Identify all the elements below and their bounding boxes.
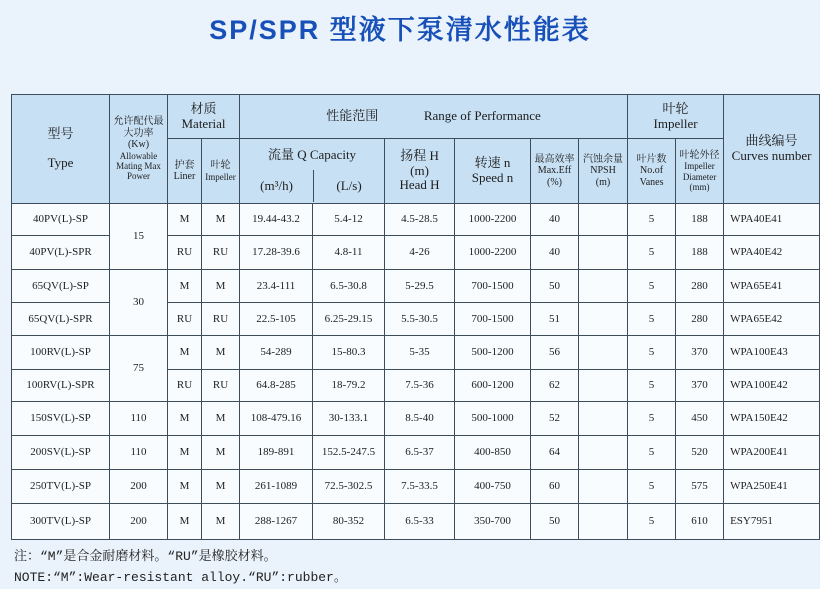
- head-header: 扬程 H (m) Head H: [385, 139, 455, 204]
- cell-liner: M: [168, 470, 202, 504]
- cell-diameter: 610: [676, 504, 724, 540]
- cell-speed: 1000-2200: [455, 204, 531, 236]
- cell-head: 5.5-30.5: [385, 303, 455, 336]
- cell-npsh: [579, 236, 628, 270]
- cell-diameter: 370: [676, 336, 724, 370]
- cell-impeller-material: M: [202, 204, 240, 236]
- cell-type: 200SV(L)-SP: [12, 436, 110, 470]
- cell-speed: 350-700: [455, 504, 531, 540]
- impeller-header: 叶轮 Impeller: [628, 95, 724, 139]
- cell-eff: 51: [531, 303, 579, 336]
- cell-vanes: 5: [628, 204, 676, 236]
- cell-curve: WPA40E41: [724, 204, 820, 236]
- cell-curve: WPA200E41: [724, 436, 820, 470]
- cell-head: 8.5-40: [385, 402, 455, 436]
- cell-diameter: 280: [676, 270, 724, 303]
- cell-curve: WPA40E42: [724, 236, 820, 270]
- type-header: 型号 Type: [12, 95, 110, 204]
- cell-eff: 60: [531, 470, 579, 504]
- cell-flow-m3h: 261-1089: [240, 470, 313, 504]
- cell-type: 300TV(L)-SP: [12, 504, 110, 540]
- cell-diameter: 280: [676, 303, 724, 336]
- performance-header: 性能范围 Range of Performance: [240, 95, 628, 139]
- note-english: NOTE:“M”:Wear-resistant alloy.“RU”:rubber。: [14, 570, 347, 585]
- cell-npsh: [579, 336, 628, 370]
- cell-vanes: 5: [628, 336, 676, 370]
- cell-speed: 1000-2200: [455, 236, 531, 270]
- cell-type: 100RV(L)-SPR: [12, 370, 110, 402]
- cell-flow-m3h: 288-1267: [240, 504, 313, 540]
- cell-npsh: [579, 204, 628, 236]
- table-row: [12, 402, 820, 436]
- cell-type: 150SV(L)-SP: [12, 402, 110, 436]
- cell-speed: 700-1500: [455, 270, 531, 303]
- cell-eff: 64: [531, 436, 579, 470]
- cell-vanes: 5: [628, 470, 676, 504]
- performance-table: [11, 94, 820, 540]
- vanes-header: 叶片数 No.of Vanes: [628, 139, 676, 204]
- cell-impeller-material: M: [202, 270, 240, 303]
- cell-npsh: [579, 370, 628, 402]
- cell-liner: M: [168, 270, 202, 303]
- cell-flow-m3h: 23.4-111: [240, 270, 313, 303]
- table-row: [12, 270, 820, 303]
- cell-power: 30: [110, 270, 168, 336]
- cell-eff: 40: [531, 204, 579, 236]
- table-row: [12, 204, 820, 236]
- cell-liner: M: [168, 402, 202, 436]
- cell-vanes: 5: [628, 436, 676, 470]
- page-title: SP/SPR 型液下泵清水性能表: [209, 15, 591, 45]
- cell-diameter: 370: [676, 370, 724, 402]
- cell-head: 6.5-33: [385, 504, 455, 540]
- cell-flow-m3h: 64.8-285: [240, 370, 313, 402]
- cell-power: 110: [110, 402, 168, 436]
- cell-flow-ls: 80-352: [313, 504, 385, 540]
- cell-flow-m3h: 108-479.16: [240, 402, 313, 436]
- cell-curve: WPA65E41: [724, 270, 820, 303]
- cell-liner: M: [168, 336, 202, 370]
- cell-diameter: 575: [676, 470, 724, 504]
- cell-type: 65QV(L)-SPR: [12, 303, 110, 336]
- cell-head: 4.5-28.5: [385, 204, 455, 236]
- cell-diameter: 520: [676, 436, 724, 470]
- cell-type: 250TV(L)-SP: [12, 470, 110, 504]
- cell-head: 4-26: [385, 236, 455, 270]
- cell-power: 75: [110, 336, 168, 402]
- cell-speed: 500-1200: [455, 336, 531, 370]
- cell-flow-m3h: 22.5-105: [240, 303, 313, 336]
- cell-speed: 400-750: [455, 470, 531, 504]
- cell-impeller-material: RU: [202, 370, 240, 402]
- power-header: 允许配代最大功率 (Kw) Allowable Mating Max Power: [110, 95, 168, 204]
- cell-impeller-material: RU: [202, 236, 240, 270]
- cell-flow-ls: 30-133.1: [313, 402, 385, 436]
- cell-vanes: 5: [628, 236, 676, 270]
- cell-type: 40PV(L)-SPR: [12, 236, 110, 270]
- cell-eff: 62: [531, 370, 579, 402]
- table-row: [12, 336, 820, 370]
- cell-flow-ls: 4.8-11: [313, 236, 385, 270]
- speed-header: 转速 n Speed n: [455, 139, 531, 204]
- note-chinese: 注：“M”是合金耐磨材料。“RU”是橡胶材料。: [14, 549, 277, 564]
- cell-flow-ls: 6.5-30.8: [313, 270, 385, 303]
- cell-head: 7.5-36: [385, 370, 455, 402]
- cell-eff: 50: [531, 504, 579, 540]
- cell-power: 200: [110, 470, 168, 504]
- cell-flow-ls: 152.5-247.5: [313, 436, 385, 470]
- cell-speed: 400-850: [455, 436, 531, 470]
- cell-npsh: [579, 303, 628, 336]
- cell-eff: 52: [531, 402, 579, 436]
- cell-diameter: 450: [676, 402, 724, 436]
- cell-type: 40PV(L)-SP: [12, 204, 110, 236]
- cell-power: 200: [110, 504, 168, 540]
- table-row: [12, 436, 820, 470]
- cell-diameter: 188: [676, 236, 724, 270]
- cell-flow-m3h: 19.44-43.2: [240, 204, 313, 236]
- cell-flow-m3h: 17.28-39.6: [240, 236, 313, 270]
- cell-flow-ls: 72.5-302.5: [313, 470, 385, 504]
- cell-vanes: 5: [628, 303, 676, 336]
- cell-liner: RU: [168, 370, 202, 402]
- cell-flow-m3h: 189-891: [240, 436, 313, 470]
- cell-liner: M: [168, 504, 202, 540]
- cell-power: 110: [110, 436, 168, 470]
- cell-diameter: 188: [676, 204, 724, 236]
- cell-vanes: 5: [628, 402, 676, 436]
- material-header: 材质 Material: [168, 95, 240, 139]
- cell-type: 100RV(L)-SP: [12, 336, 110, 370]
- cell-vanes: 5: [628, 370, 676, 402]
- cell-speed: 700-1500: [455, 303, 531, 336]
- cell-liner: M: [168, 436, 202, 470]
- flow-header: 流量 Q Capacity (m³/h) (L/s): [240, 139, 385, 204]
- cell-npsh: [579, 436, 628, 470]
- cell-flow-m3h: 54-289: [240, 336, 313, 370]
- table-row: [12, 470, 820, 504]
- cell-flow-ls: 6.25-29.15: [313, 303, 385, 336]
- cell-curve: WPA150E42: [724, 402, 820, 436]
- cell-eff: 40: [531, 236, 579, 270]
- cell-impeller-material: M: [202, 504, 240, 540]
- cell-flow-ls: 5.4-12: [313, 204, 385, 236]
- cell-speed: 500-1000: [455, 402, 531, 436]
- cell-impeller-material: M: [202, 402, 240, 436]
- cell-head: 6.5-37: [385, 436, 455, 470]
- cell-vanes: 5: [628, 504, 676, 540]
- cell-npsh: [579, 504, 628, 540]
- cell-liner: M: [168, 204, 202, 236]
- cell-head: 5-35: [385, 336, 455, 370]
- cell-impeller-material: M: [202, 436, 240, 470]
- impeller-material-header: 叶轮 Impeller: [202, 139, 240, 204]
- cell-flow-ls: 18-79.2: [313, 370, 385, 402]
- cell-impeller-material: RU: [202, 303, 240, 336]
- cell-head: 5-29.5: [385, 270, 455, 303]
- cell-eff: 50: [531, 270, 579, 303]
- diameter-header: 叶轮外径 Impeller Diameter (mm): [676, 139, 724, 204]
- cell-curve: ESY7951: [724, 504, 820, 540]
- cell-npsh: [579, 470, 628, 504]
- cell-speed: 600-1200: [455, 370, 531, 402]
- cell-power: 15: [110, 204, 168, 270]
- cell-eff: 56: [531, 336, 579, 370]
- table-row: [12, 504, 820, 540]
- cell-vanes: 5: [628, 270, 676, 303]
- cell-curve: WPA250E41: [724, 470, 820, 504]
- cell-head: 7.5-33.5: [385, 470, 455, 504]
- eff-header: 最高效率 Max.Eff (%): [531, 139, 579, 204]
- npsh-header: 汽蚀余量 NPSH (m): [579, 139, 628, 204]
- cell-npsh: [579, 270, 628, 303]
- liner-header: 护套 Liner: [168, 139, 202, 204]
- cell-impeller-material: M: [202, 336, 240, 370]
- cell-flow-ls: 15-80.3: [313, 336, 385, 370]
- curves-header: 曲线编号 Curves number: [724, 95, 820, 204]
- cell-liner: RU: [168, 303, 202, 336]
- cell-npsh: [579, 402, 628, 436]
- cell-curve: WPA100E42: [724, 370, 820, 402]
- cell-liner: RU: [168, 236, 202, 270]
- cell-type: 65QV(L)-SP: [12, 270, 110, 303]
- cell-impeller-material: M: [202, 470, 240, 504]
- cell-curve: WPA65E42: [724, 303, 820, 336]
- cell-curve: WPA100E43: [724, 336, 820, 370]
